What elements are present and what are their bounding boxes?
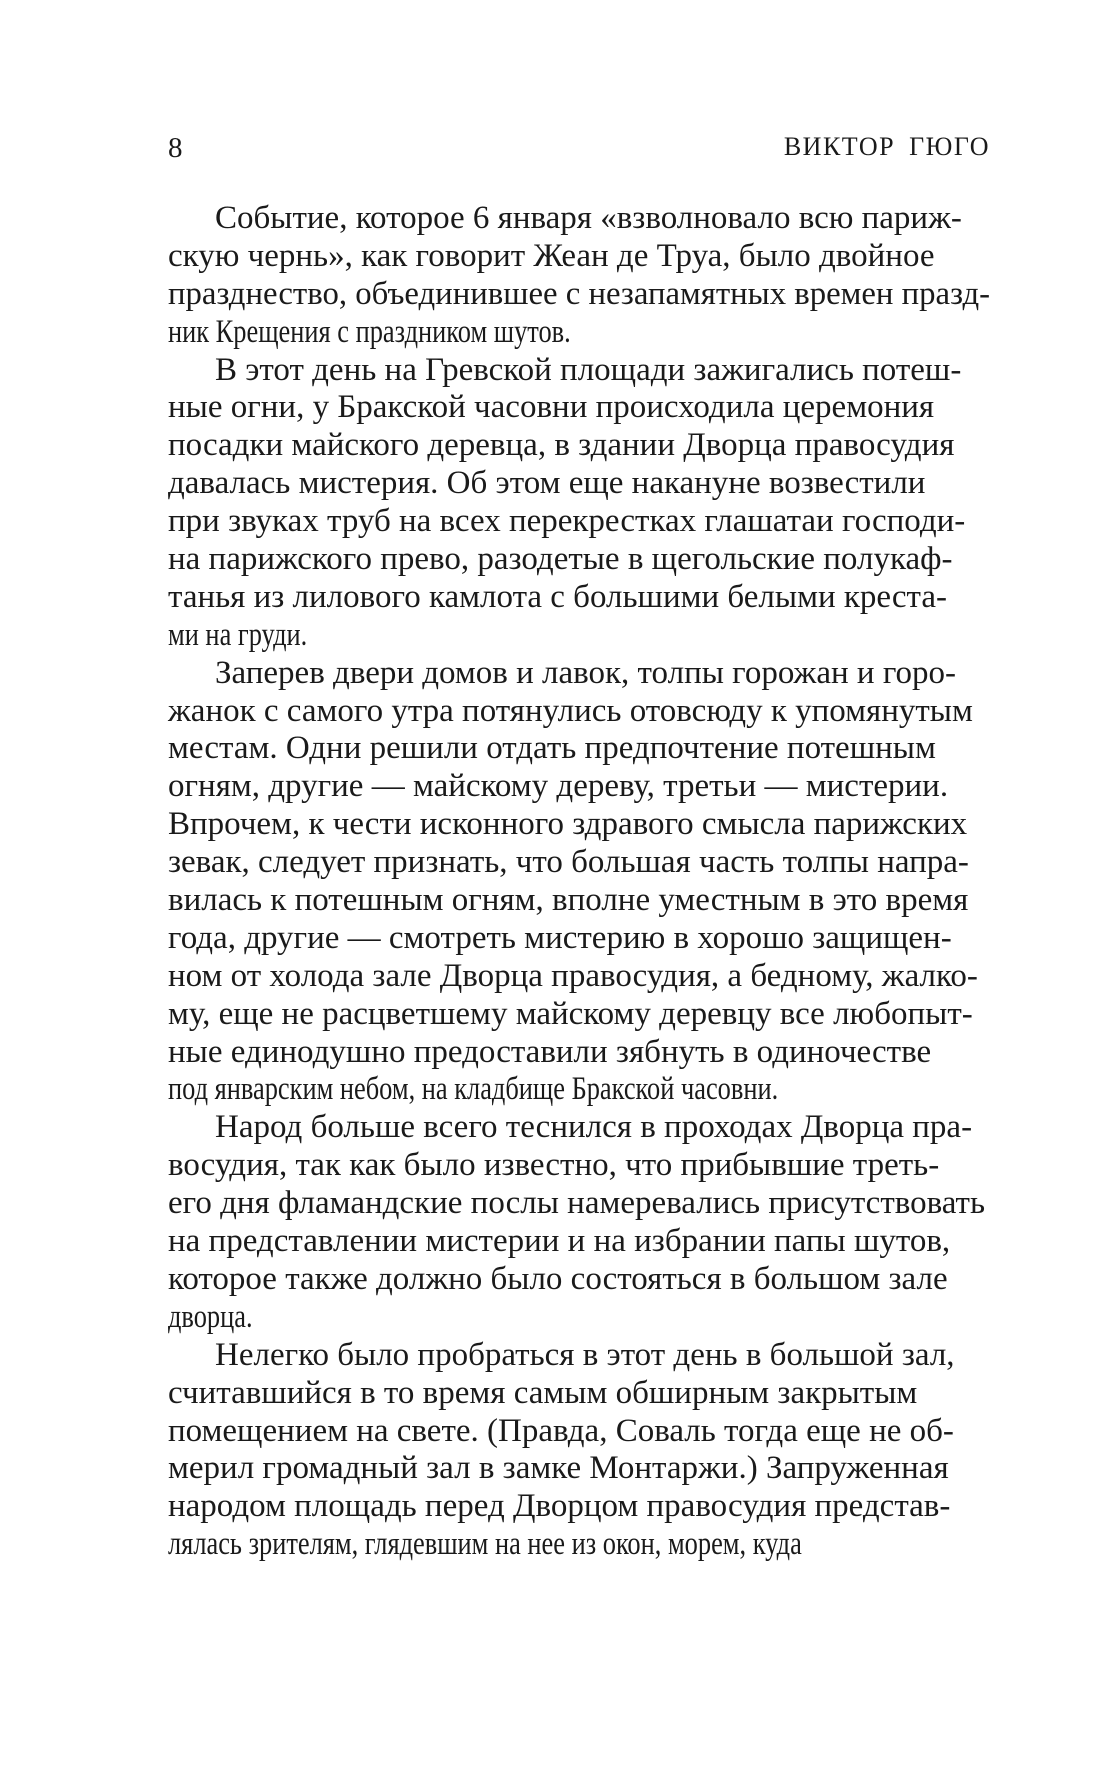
text-line [168,503,990,541]
line-text: его дня фламандские послы намеревались присутствовать [168,1185,986,1222]
text-line [168,1261,990,1299]
text-line [168,1450,990,1488]
text-line [168,238,990,276]
text-line [168,693,990,731]
line-text: на представлении мистерии и на избрании папы шутов, [168,1223,951,1260]
text-line [168,1034,990,1072]
text-line [168,958,990,996]
line-text: Событие, которое 6 января «взволновало всю париж- [215,200,962,236]
line-text: помещением на свете. (Правда, Соваль тогда еще не об- [168,1412,954,1449]
line-text: танья из лилового камлота с большими белыми креста- [168,578,947,615]
text-line [168,314,990,352]
text-line [168,1526,990,1564]
text-line [168,1147,990,1185]
paragraph-first-line [168,352,990,390]
line-text: дворца. [168,1298,253,1335]
line-text: му, еще не расцветшему майскому деревцу все любопыт- [168,995,973,1032]
text-line [168,1375,990,1413]
line-text: ник Крещения с праздником шутов. [168,313,571,350]
line-text: ном от холода зале Дворца правосудия, а бедному, жалко- [168,957,978,994]
text-line [168,389,990,427]
line-text: посадки майского деревца, в здании Дворца правосудия [168,427,955,464]
line-text: Впрочем, к чести исконного здравого смысла парижских [168,806,968,843]
line-text: ми на груди. [168,616,308,653]
body-text [168,200,990,1564]
running-title: ВИКТОР ГЮГО [783,132,990,161]
line-text: ные единодушно предоставили зябнуть в одиночестве [168,1033,932,1070]
paragraph-first-line [168,655,990,693]
line-text: которое также должно было состояться в большом зале [168,1260,948,1297]
text-line [168,768,990,806]
line-text: Заперев двери домов и лавок, толпы горожан и горо- [215,654,957,691]
line-text: считавшийся в то время самым обширным закрытым [168,1374,918,1411]
text-line [168,1071,990,1109]
text-line [168,844,990,882]
line-text: давалась мистерия. Об этом еще накануне возвестили [168,465,926,502]
text-line [168,1223,990,1261]
line-text: года, другие — смотреть мистерию в хорошо защищен- [168,919,952,956]
text-line [168,806,990,844]
line-text: празднество, объединившее с незапамятных времен празд- [168,275,991,312]
line-text: на парижского прево, разодетые в щегольские полукаф- [168,541,953,578]
text-line [168,882,990,920]
paragraph-first-line [168,1109,990,1147]
text-line [168,427,990,465]
text-line [168,1299,990,1337]
line-text: В этот день на Гревской площади зажигались потеш- [215,351,962,388]
line-text: ные огни, у Бракской часовни происходила церемония [168,389,935,426]
line-text: местам. Одни решили отдать предпочтение потешным [168,730,936,767]
line-text: при звуках труб на всех перекрестках глашатаи господи- [168,503,966,540]
line-text: огням, другие — майскому дереву, третьи — мистерии. [168,768,949,805]
line-text: зевак, следует признать, что большая часть толпы напра- [168,844,969,881]
line-text: народом площадь перед Дворцом правосудия представ- [168,1488,951,1525]
line-text: жанок с самого утра потянулись отовсюду к упомянутым [168,692,973,729]
paragraph-first-line [168,200,990,238]
line-text: Нелегко было пробраться в этот день в большой зал, [215,1336,955,1373]
text-line [168,465,990,503]
line-text: лялась зрителям, глядевшим на нее из окон, морем, куда [168,1526,802,1563]
line-text: мерил громадный зал в замке Монтаржи.) Запруженная [168,1450,949,1487]
text-line [168,617,990,655]
text-line [168,276,990,314]
text-line [168,1185,990,1223]
line-text: восудия, так как было известно, что прибывшие треть- [168,1147,940,1184]
line-text: Народ больше всего теснился в проходах Дворца пра- [215,1109,973,1146]
page-number: 8 [168,132,183,164]
line-text: под январским небом, на кладбище Бракской часовни. [168,1071,779,1108]
line-text: скую чернь», как говорит Жеан де Труа, было двойное [168,237,935,274]
text-line [168,996,990,1034]
text-line [168,920,990,958]
text-line [168,1488,990,1526]
text-line [168,1413,990,1451]
text-line [168,730,990,768]
paragraph-first-line [168,1337,990,1375]
text-line [168,541,990,579]
text-line [168,579,990,617]
line-text: вилась к потешным огням, вполне уместным в это время [168,882,969,919]
